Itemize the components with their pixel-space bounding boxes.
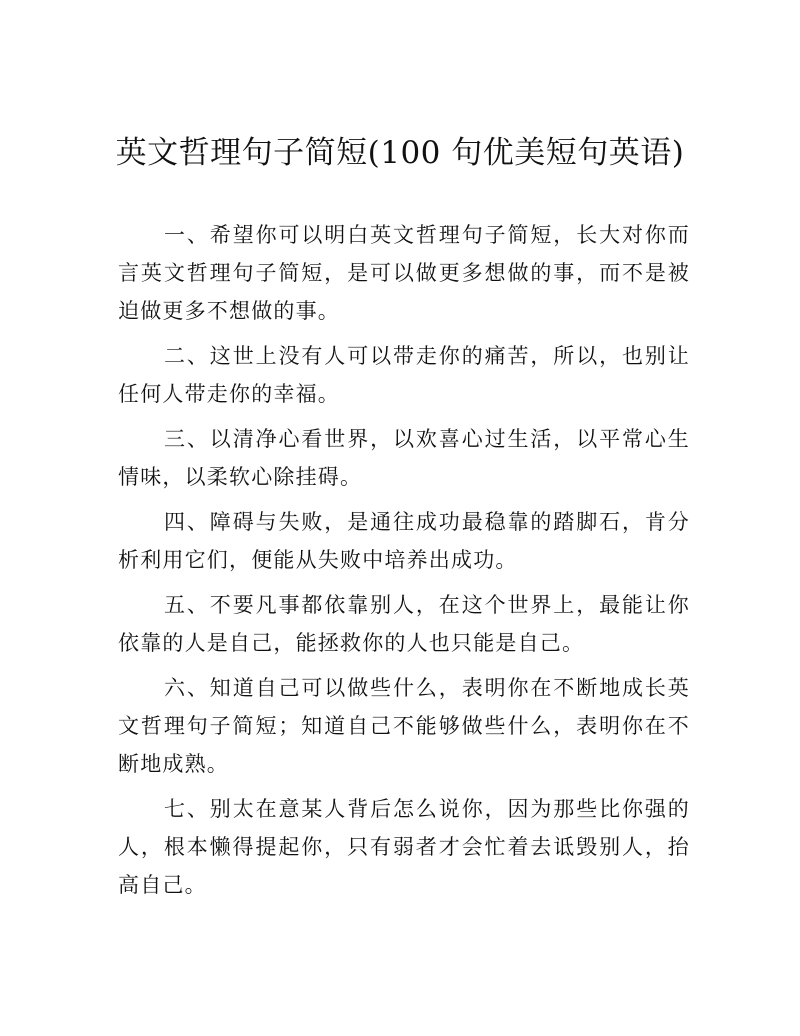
- document-body: [118, 216, 690, 911]
- paragraph-6: 六、知道自己可以做些什么，表明你在不断地成长英文哲理句子简短；知道自己不能够做些什么，表明你在不断地成熟。: [118, 676, 690, 776]
- paragraph-7: 七、别太在意某人背后怎么说你，因为那些比你强的人，根本懒得提起你，只有弱者才会忙着去诋毁别人，抬高自己。: [118, 797, 690, 897]
- paragraph-4: 四、障碍与失败，是通往成功最稳靠的踏脚石，肯分析利用它们，便能从失败中培养出成功。: [118, 510, 690, 572]
- document-title: 英文哲理句子简短(100 句优美短句英语): [115, 135, 685, 171]
- paragraph-3: 三、以清净心看世界，以欢喜心过生活，以平常心生情味，以柔软心除挂碍。: [118, 427, 690, 489]
- paragraph-1: 一、希望你可以明白英文哲理句子简短，长大对你而言英文哲理句子简短，是可以做更多想做的事，而不是被迫做更多不想做的事。: [118, 223, 690, 323]
- paragraph-5: 五、不要凡事都依靠别人，在这个世界上，最能让你依靠的人是自己，能拯救你的人也只能是自己。: [118, 593, 690, 655]
- paragraph-2: 二、这世上没有人可以带走你的痛苦，所以，也别让任何人带走你的幸福。: [118, 344, 690, 406]
